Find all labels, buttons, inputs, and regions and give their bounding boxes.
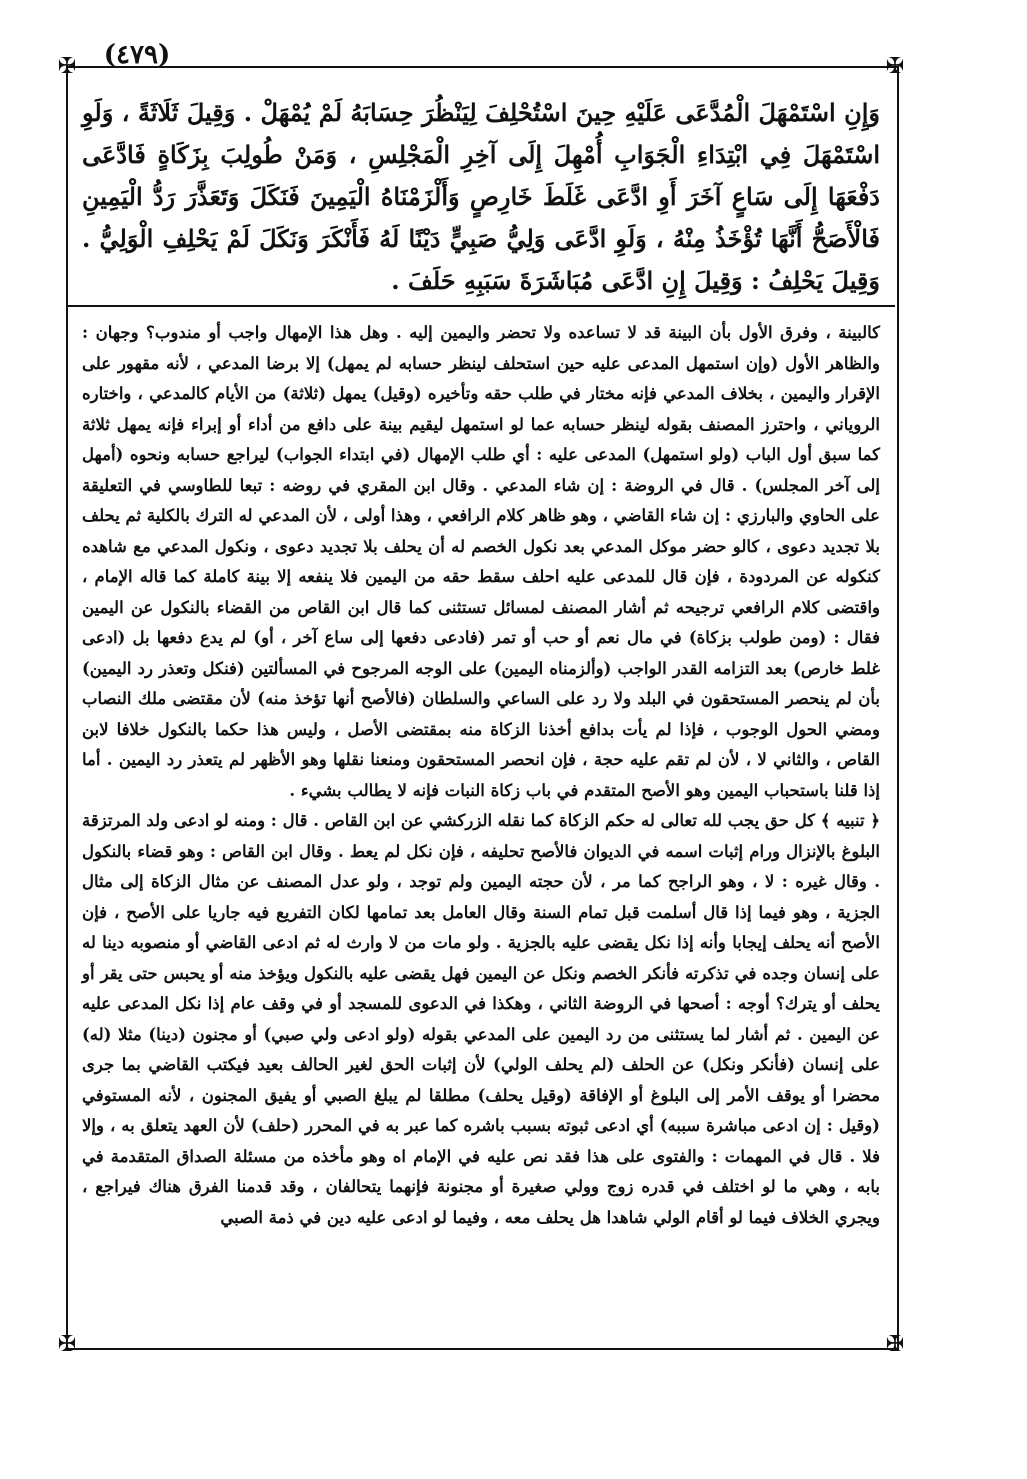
corner-ornament-icon: ✠: [885, 1332, 905, 1357]
commentary-paragraph: كالبينة ، وفرق الأول بأن البينة قد لا تساعده ولا تحضر واليمين إليه . وهل هذا الإمهال واجب أو مندوب؟ وجهان : والظاهر الأول (وإن استمهل المدعى عليه حين استحلف لينظر حسابه لم يمهل) إلا برضا المدعي ، لأنه مقهور على الإقرار واليمين ، بخلاف المدعي فإنه مختار في طلب حقه وتأخيره (وقيل) يمهل (ثلاثة) من الأيام كالمدعي ، واختاره الروياني ، واحترز المصنف بقوله لينظر حسابه عما لو استمهل ليقيم بينة على دافع من أداء أو إبراء فإنه يمهل ثلاثة كما سبق أول الباب (ولو استمهل) المدعى عليه : أي طلب الإمهال (في ابتداء الجواب) ليراجع حسابه ونحوه (أمهل إلى آخر المجلس) . قال في الروضة : إن شاء المدعي . وقال ابن المقري في روضه : تبعا للطاوسي في التعليقة على الحاوي والبارزي : إن شاء القاضي ، وهو ظاهر كلام الرافعي ، وهذا أولى ، لأن المدعي له الترك بالكلية ثم يحلف بلا تجديد دعوى ، كالو حضر موكل المدعي بعد نكول الخصم له أن يحلف بلا تجديد دعوى ، ونكول المدعي مع شاهده كنكوله عن المردودة ، فإن قال للمدعى عليه احلف سقط حقه من اليمين فلا ينفعه إلا بينة كاملة كما قاله الإمام ، واقتضى كلام الرافعي ترجيحه ثم أشار المصنف لمسائل تستثنى كما قال ابن القاص من القضاء بالنكول عن اليمين فقال : (ومن طولب بزكاة) في مال نعم أو حب أو تمر (فادعى دفعها إلى ساع آخر ، أو) لم يدع دفعها بل (ادعى غلط خارص) بعد التزامه القدر الواجب (وألزمناه اليمين) على الوجه المرجوح في المسألتين (فنكل وتعذر رد اليمين) بأن لم ينحصر المستحقون في البلد ولا رد على الساعي والسلطان (فالأصح أنها تؤخذ منه) لأن مقتضى ملك النصاب ومضي الحول الوجوب ، فإذا لم يأت بدافع أخذنا الزكاة منه بمقتضى الأصل ، وليس هذا حكما بالنكول خلافا لابن القاص ، والثاني لا ، لأن لم تقم عليه حجة ، فإن انحصر المستحقون ومنعنا نقلها وهو الأظهر لم يتعذر رد اليمين . أما إذا قلنا باستحباب اليمين وهو الأصح المتقدم في باب زكاة النبات فإنه لا يطالب بشيء .: [82, 323, 880, 800]
commentary-text: [82, 318, 880, 1233]
corner-ornament-icon: ✠: [57, 54, 77, 79]
page-number: (٤٧٩): [103, 40, 171, 70]
main-text: [82, 92, 880, 302]
corner-ornament-icon: ✠: [57, 1332, 77, 1357]
section-divider: [68, 305, 895, 307]
main-text-paragraph: وَإِنِ اسْتَمْهَلَ الْمُدَّعَى عَلَيْهِ حِينَ اسْتُحْلِفَ لِيَنْظُرَ حِسَابَهُ لَمْ يُمْهَلْ . وَقِيلَ ثَلَاثَةً ، وَلَوِ اسْتَمْهَلَ فِي ابْتِدَاءِ الْجَوَابِ أُمْهِلَ إِلَى آخِرِ الْمَجْلِسِ ، وَمَنْ طُولِبَ بِزَكَاةٍ فَادَّعَى دَفْعَهَا إِلَى سَاعٍ آخَرَ أَوِ ادَّعَى غَلَطَ خَارِصٍ وَأَلْزَمْنَاهُ الْيَمِينَ فَنَكَلَ وَتَعَذَّرَ رَدُّ الْيَمِينِ فَالْأَصَحُّ أَنَّهَا تُؤْخَذُ مِنْهُ ، وَلَوِ ادَّعَى وَلِيُّ صَبِيٍّ دَيْنًا لَهُ فَأَنْكَرَ وَنَكَلَ لَمْ يَحْلِفِ الْوَلِيُّ . وَقِيلَ يَحْلِفُ : وَقِيلَ إِنِ ادَّعَى مُبَاشَرَةَ سَبَبِهِ حَلَفَ .: [82, 98, 880, 295]
commentary-paragraph: ﴿ تنبيه ﴾ كل حق يجب لله تعالى له حكم الزكاة كما نقله الزركشي عن ابن القاص . قال : ومنه لو ادعى ولد المرتزقة البلوغ بالإنزال ورام إثبات اسمه في الديوان فالأصح تحليفه ، فإن نكل لم يعط . وقال ابن القاص : وهو قضاء بالنكول . وقال غيره : لا ، وهو الراجح كما مر ، لأن حجته اليمين ولم توجد ، ولو عدل المصنف عن مثال الزكاة إلى مثال الجزية ، وهو فيما إذا قال أسلمت قبل تمام السنة وقال العامل بعد تمامها لكان التفريع فيه جاريا على الأصح ، فإن الأصح أنه يحلف إيجابا وأنه إذا نكل يقضى عليه بالجزية . ولو مات من لا وارث له ثم ادعى القاضي أو منصوبه دينا له على إنسان وجده في تذكرته فأنكر الخصم ونكل عن اليمين فهل يقضى عليه بالنكول ويؤخذ منه أو يحبس حتى يقر أو يحلف أو يترك؟ أوجه : أصحها في الروضة الثاني ، وهكذا في الدعوى للمسجد أو في وقف عام إذا نكل المدعى عليه عن اليمين . ثم أشار لما يستثنى من رد اليمين على المدعي بقوله (ولو ادعى ولي صبي) أو مجنون (دينا) مثلا (له) على إنسان (فأنكر ونكل) عن الحلف (لم يحلف الولي) لأن إثبات الحق لغير الحالف بعيد فيكتب القاضي بما جرى محضرا أو يوقف الأمر إلى البلوغ أو الإفاقة (وقيل يحلف) مطلقا لم يبلغ الصبي أو يفيق المجنون ، لأنه المستوفي (وقيل : إن ادعى مباشرة سببه) أي ادعى ثبوته بسبب باشره كما عبر به في المحرر (حلف) لأن العهد يتعلق به ، وإلا فلا . قال في المهمات : والفتوى على هذا فقد نص عليه في الإمام اه وهو مأخذه من مسئلة الصداق المتقدمة في بابه ، وهي ما لو اختلف في قدره زوج وولي صغيرة أو مجنونة فإنهما يتحالفان ، وقد قدمنا الفرق هناك فيراجع ، ويجري الخلاف فيما لو أقام الولي شاهدا هل يحلف معه ، وفيما لو ادعى عليه دين في ذمة الصبي: [82, 811, 880, 1227]
corner-ornament-icon: ✠: [885, 54, 905, 79]
